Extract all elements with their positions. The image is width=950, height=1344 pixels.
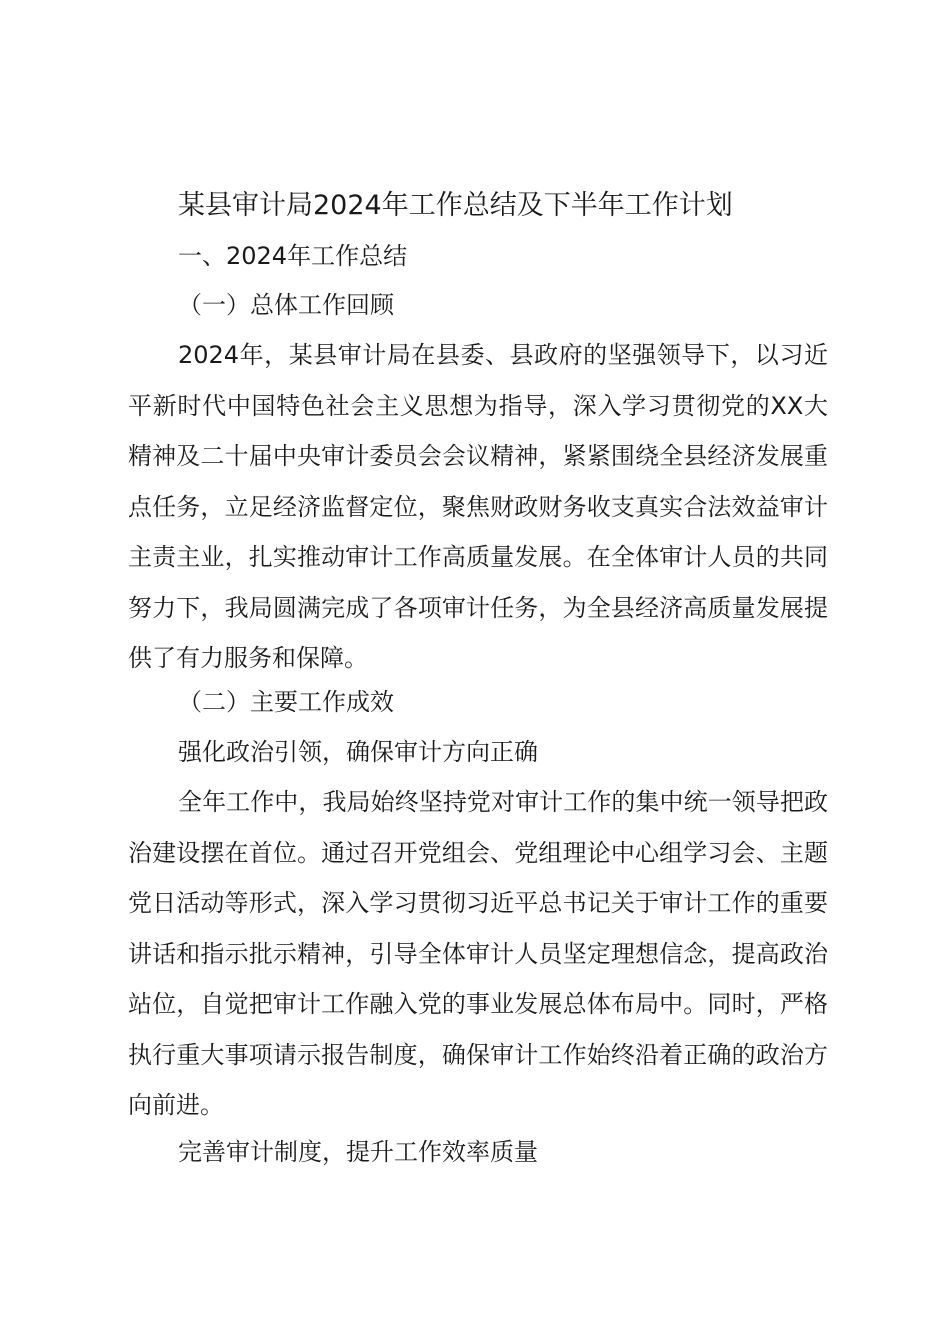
document-title: 某县审计局2024年工作总结及下半年工作计划 bbox=[178, 190, 733, 221]
paragraph-political-leadership: 全年工作中，我局始终坚持党对审计工作的集中统一领导把政治建设摆在首位。通过召开党组会、党组理论中心组学习会、主题党日活动等形式，深入学习贯彻习近平总书记关于审计工作的重要讲话和指示批示精神，引导全体审计人员坚定理想信念，提高政治站位，自觉把审计工作融入党的事业发展总体布局中。同时，严格执行重大事项请示报告制度，确保审计工作始终沿着正确的政治方向前进。 bbox=[128, 788, 828, 1119]
subsection-heading-1: （一）总体工作回顾 bbox=[178, 291, 394, 319]
point-heading-1: 强化政治引领，确保审计方向正确 bbox=[178, 738, 538, 766]
point-heading-2: 完善审计制度，提升工作效率质量 bbox=[178, 1138, 538, 1166]
subsection-heading-2: （二）主要工作成效 bbox=[178, 688, 394, 716]
section-heading-1: 一、2024年工作总结 bbox=[178, 242, 408, 270]
paragraph-overview: 2024年，某县审计局在县委、县政府的坚强领导下，以习近平新时代中国特色社会主义思想为指导，深入学习贯彻党的XX大精神及二十届中央审计委员会会议精神，紧紧围绕全县经济发展重点任务，立足经济监督定位，聚焦财政财务收支真实合法效益审计主责主业，扎实推动审计工作高质量发展。在全体审计人员的共同努力下，我局圆满完成了各项审计任务，为全县经济高质量发展提供了有力服务和保障。 bbox=[128, 341, 828, 672]
